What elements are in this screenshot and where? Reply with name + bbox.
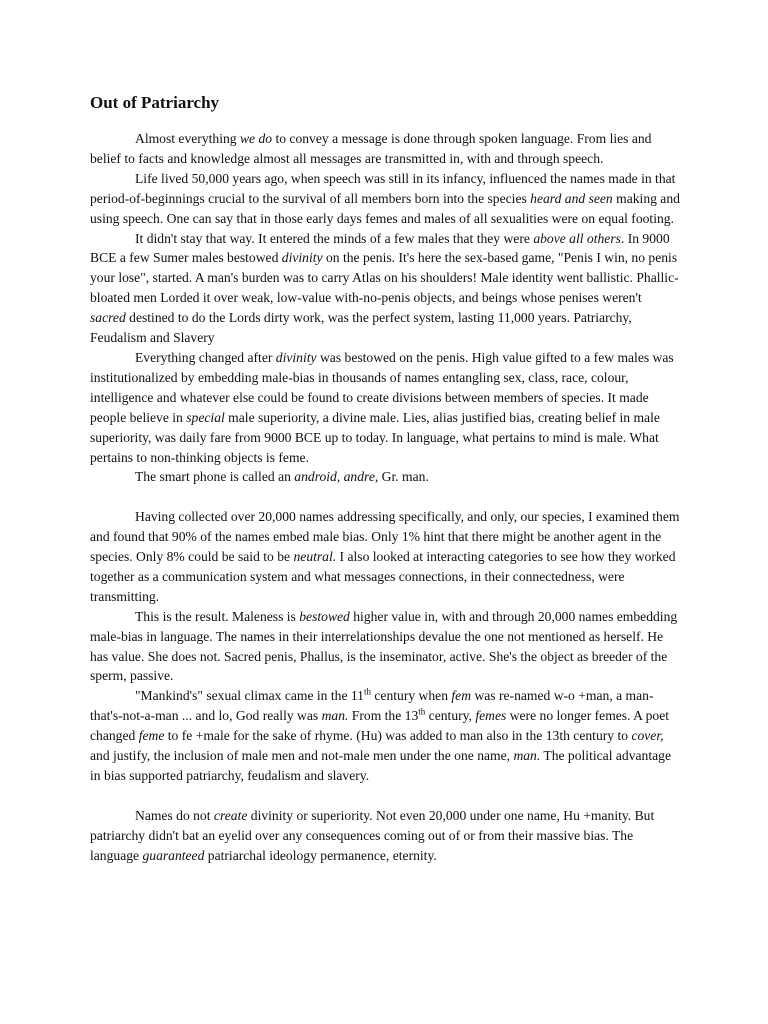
italic-text: bestowed [299, 608, 350, 624]
text-run: destined to do the Lords dirty work, was the perfect system, lasting 11,000 years. Patriarchy, Feudalism and Slavery [90, 310, 632, 346]
text-run: The political advantage in bias supported patriarchy, feudalism and slavery. [90, 748, 671, 783]
text-run: to convey a message is done through spoken language. From lies and belief to facts and knowledge almost all messages are transmitted in, with and through speech. [90, 131, 652, 166]
text-run: Names do not [135, 807, 214, 823]
italic-text: divinity [281, 250, 323, 266]
italic-text: cover, [631, 728, 664, 744]
document-page [90, 92, 680, 866]
paragraph-spacer [90, 786, 680, 806]
text-run: making and using speech. One can say that in those early days femes and males of all sexualities were on equal footing. [90, 190, 680, 226]
text-run: Gr. man. [378, 469, 429, 485]
text-run: was re-named w-o +man, a man-that's-not-a-man ... and lo, God really was [90, 688, 654, 724]
text-run: I also looked at interacting categories to see how they worked together as a communication system and what messages connections, in their connectedness, were transmitting. [90, 549, 676, 604]
italic-text: sacred [90, 310, 126, 326]
text-run: on the penis. It's here the sex-based game, "Penis I win, no penis your lose", started. A man's burden was to carry Atlas on his shoulders! Male identity went ballistic. Phallic-bloated men Lorded it over weak, low-value with-no-penis objects, and beings whose penises weren't [90, 250, 679, 306]
text-run: This is the result. Maleness is [135, 608, 300, 624]
paragraph [90, 607, 680, 687]
italic-text: fem [451, 688, 472, 704]
text-run: higher value in, with and through 20,000 names embedding male-bias in language. The names in their interrelationships devalue the one not mentioned as herself. He has value. She does not. Sacred penis, Phallus, is the inseminator, active. She's the object as breeder of the sperm, passive. [90, 608, 678, 684]
text-run: It didn't stay that way. It entered the minds of a few males that they were [135, 230, 534, 246]
document-body [90, 129, 680, 866]
italic-text: man. [513, 748, 541, 764]
text-run: Everything changed after [135, 349, 276, 365]
text-run: and justify, the inclusion of male men and not-male men under the one name, [90, 748, 514, 764]
italic-text: guaranteed [142, 847, 205, 863]
text-run: male superiority, a divine male. Lies, alias justified bias, creating belief in male superiority, was daily fare from 9000 BCE up to today. In language, what pertains to mind is male. What pertains to non-thinking objects is feme. [90, 409, 660, 465]
superscript-text: th [418, 706, 426, 717]
italic-text: we do [239, 131, 273, 146]
text-run: divinity or superiority. Not even 20,000 under one name, Hu +manity. But patriarchy didn't bat an eyelid over any consequences coming out of or from their massive bias. The language [90, 807, 655, 863]
italic-text: heard and seen [530, 190, 613, 206]
text-run: From the 13 [348, 708, 419, 724]
paragraph-spacer [90, 487, 680, 507]
text-run: Life lived 50,000 years ago, when speech was still in its infancy, influenced the names made in that period-of-beginnings crucial to the survival of all members born into the species [90, 170, 676, 206]
italic-text: divinity [275, 349, 317, 365]
text-run: patriarchal ideology permanence, eternity. [204, 847, 437, 863]
text-run: . In 9000 BCE a few Sumer males bestowed [90, 230, 670, 266]
italic-text: man. [321, 708, 349, 724]
italic-text: neutral. [293, 549, 337, 565]
text-run: Having collected over 20,000 names addressing specifically, and only, our species, I examined them and found that 90% of the names embed male bias. Only 1% hint that there might be another agent in the species. Only 8% could be said to be [90, 509, 680, 565]
italic-text: create [213, 807, 248, 823]
italic-text: android, andre, [294, 469, 379, 485]
text-run: was bestowed on the penis. High value gifted to a few males was institutionalized by embedding male-bias in thousands of names entangling sex, class, race, colour, intelligence and whatever else could be found to create divisions between members of species. It made people believe in [90, 349, 674, 425]
text-run: to fe +male for the sake of rhyme. (Hu) was added to man also in the 13th century to [164, 728, 632, 744]
paragraph [90, 467, 680, 487]
text-run: The smart phone is called an [135, 469, 295, 485]
paragraph [90, 507, 680, 607]
italic-text: special [186, 409, 225, 425]
paragraph [90, 686, 680, 786]
paragraph [90, 806, 680, 866]
paragraph [90, 348, 680, 467]
paragraph [90, 129, 680, 169]
text-run: century when [371, 688, 452, 704]
text-run: "Mankind's" sexual climax came in the 11 [135, 688, 364, 704]
document-title: Out of Patriarchy [90, 93, 220, 112]
text-run: were no longer femes. A poet changed [90, 708, 670, 744]
italic-text: above all others [533, 230, 621, 246]
italic-text: feme [138, 728, 165, 744]
text-run: century, [425, 708, 476, 724]
italic-text: femes [475, 708, 507, 724]
paragraph [90, 169, 680, 229]
superscript-text: th [363, 686, 371, 697]
text-run: Almost everything [135, 131, 240, 146]
paragraph [90, 229, 680, 348]
